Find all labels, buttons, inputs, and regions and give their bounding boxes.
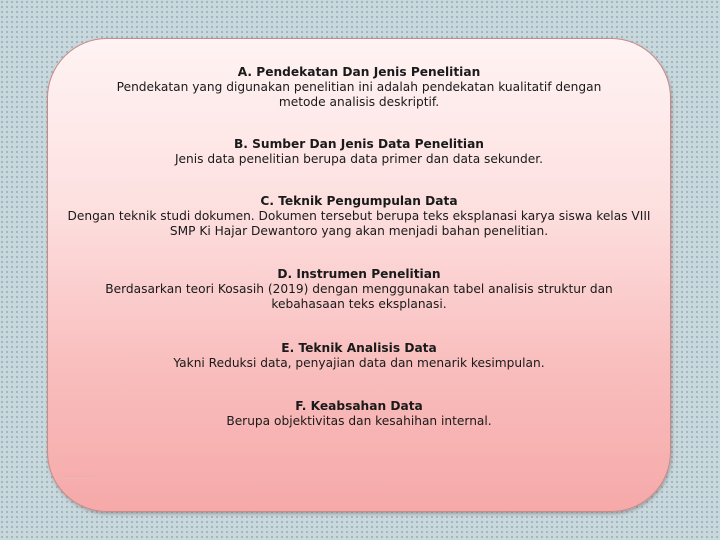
section-body: Jenis data penelitian berupa data primer dan data sekunder. — [174, 152, 544, 166]
section-teknik-pengumpulan — [48, 194, 670, 239]
section-body: Yakni Reduksi data, penyajian data dan menarik kesimpulan. — [173, 356, 545, 370]
content-card — [47, 38, 671, 512]
section-body: Berupa objektivitas dan kesahihan internal. — [226, 414, 492, 428]
section-heading: A. Pendekatan Dan Jenis Penelitian — [237, 65, 481, 79]
section-heading: E. Teknik Analisis Data — [281, 341, 437, 355]
section-instrumen — [48, 267, 670, 312]
section-heading: D. Instrumen Penelitian — [277, 267, 441, 281]
section-keabsahan — [48, 399, 670, 429]
section-pendekatan — [48, 65, 670, 110]
section-body: Pendekatan yang digunakan penelitian ini adalah pendekatan kualitatif dengan metode analisis deskriptif. — [116, 80, 602, 109]
section-body: Dengan teknik studi dokumen. Dokumen tersebut berupa teks eksplanasi karya siswa kelas VIII SMP Ki Hajar Dewantoro yang akan menjadi bahan penelitian. — [67, 209, 651, 238]
section-sumber-data — [48, 137, 670, 167]
section-heading: F. Keabsahan Data — [295, 399, 423, 413]
decorative-line — [60, 476, 94, 477]
section-heading: B. Sumber Dan Jenis Data Penelitian — [233, 137, 484, 151]
section-heading: C. Teknik Pengumpulan Data — [260, 194, 458, 208]
section-teknik-analisis — [48, 341, 670, 371]
section-body: Berdasarkan teori Kosasih (2019) dengan menggunakan tabel analisis struktur dan kebahasaan teks eksplanasi. — [105, 282, 613, 311]
